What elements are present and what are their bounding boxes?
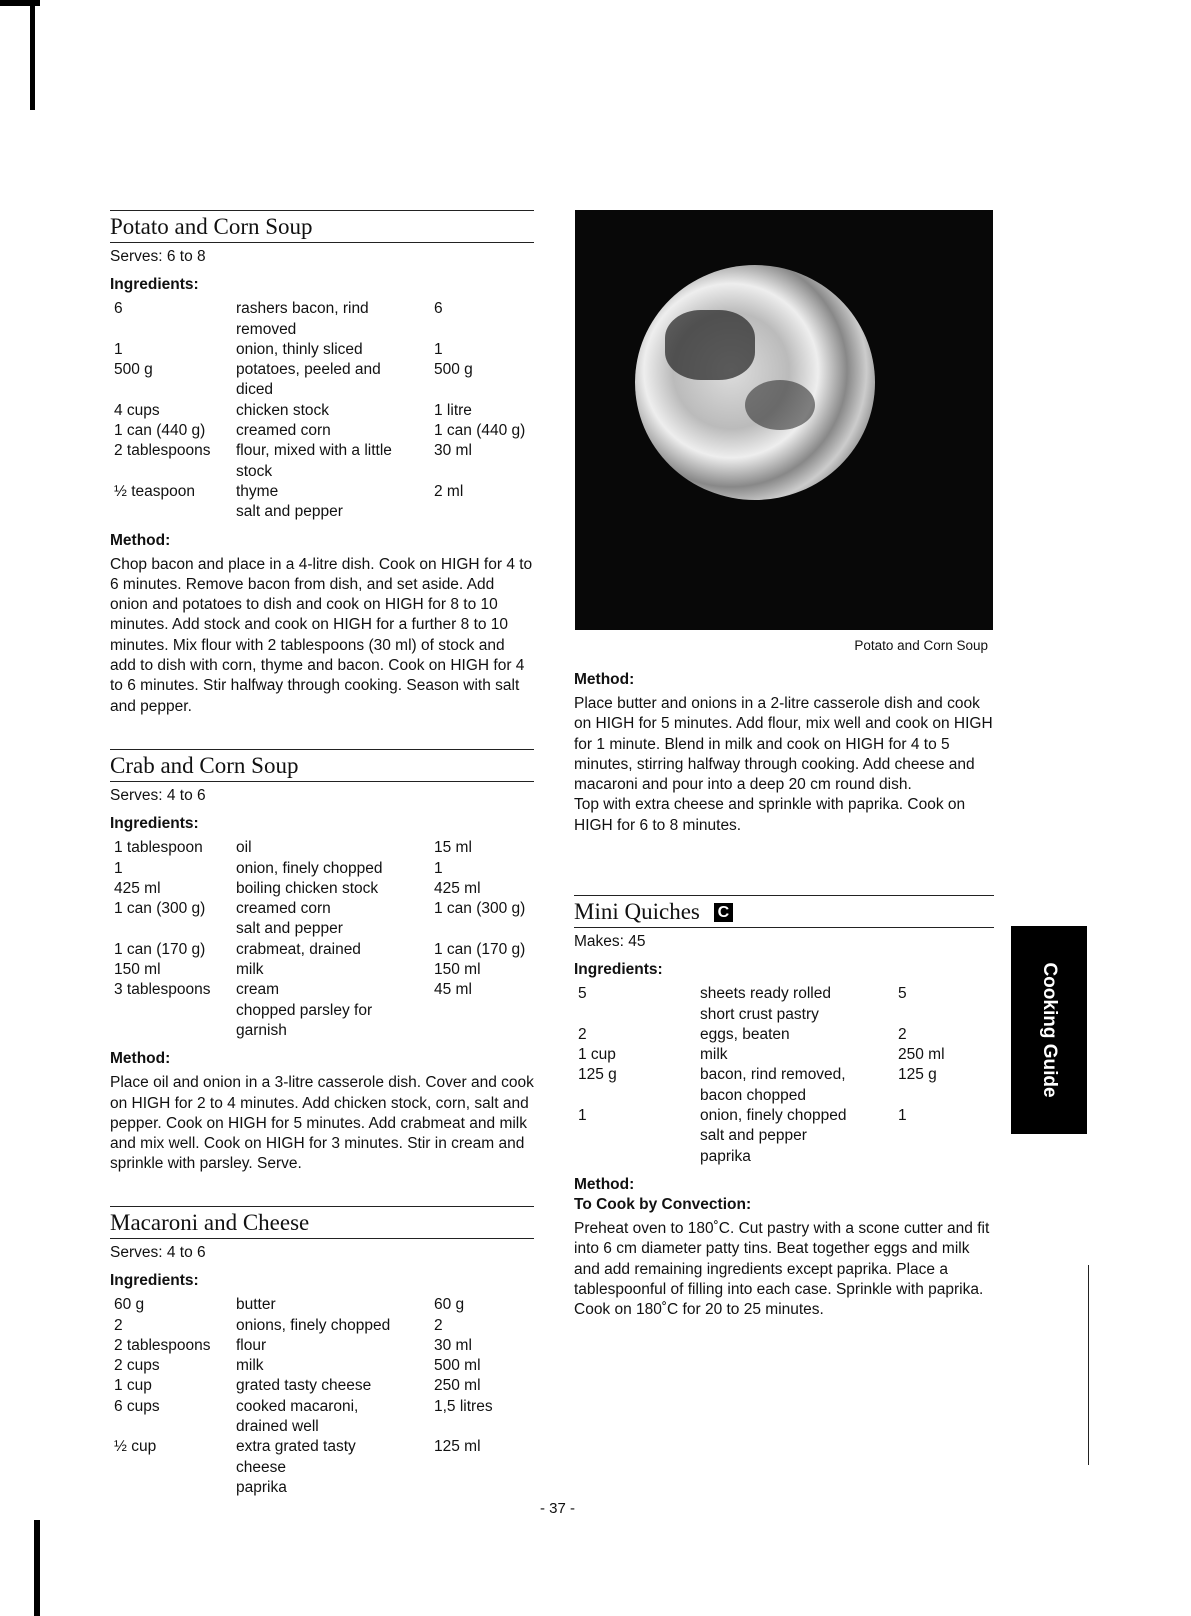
ingredient-row [574,1045,994,1065]
ingredient-quantity: 2 tablespoons [114,442,211,460]
side-tab-cooking-guide [1011,926,1087,1134]
binding-edge [34,1520,40,1616]
ingredient-quantity: 1 can (170 g) [114,940,206,958]
method-label: Method: [110,531,171,549]
ingredient-name: milk [700,1046,728,1064]
ingredient-quantity: ½ cup [114,1438,157,1456]
recipe-title: Potato and Corn Soup [110,210,534,243]
ingredient-metric: 125 ml [434,1438,481,1456]
ingredient-row [110,421,534,441]
ingredient-quantity: 2 [114,1316,123,1334]
ingredient-metric: 150 ml [434,961,481,979]
ingredient-name: creamed corn [236,422,331,440]
ingredient-name: bacon chopped [700,1086,807,1104]
macaroni-method [574,670,994,836]
ingredient-name: creamed corn [236,900,331,918]
ingredient-row [110,940,534,960]
ingredient-row [110,360,534,380]
ingredient-quantity: 1 cup [578,1046,616,1064]
ingredient-metric: 2 ml [434,482,464,500]
ingredient-quantity [110,320,236,340]
ingredient-row [110,859,534,879]
ingredient-metric: 6 [434,300,443,318]
serves: Serves: 4 to 6 [110,787,206,804]
ingredient-metric: 1 can (170 g) [434,940,526,958]
ingredient-metric [434,1021,534,1041]
ingredient-metric: 250 ml [434,1377,481,1395]
ingredient-name: paprika [236,1478,287,1496]
ingredient-quantity: 1 can (300 g) [114,900,206,918]
ingredient-row [110,441,534,461]
ingredient-row [110,1478,534,1498]
ingredient-name: garnish [236,1021,287,1039]
method-label: Method: [574,671,635,688]
ingredient-name: salt and pepper [700,1127,807,1145]
ingredient-name: chicken stock [236,401,330,419]
ingredient-quantity: 5 [578,985,587,1003]
ingredient-row [574,1025,994,1045]
ingredient-row [110,1001,534,1021]
ingredient-metric: 30 ml [434,442,472,460]
ingredient-name: salt and pepper [236,920,343,938]
side-tab-label: Cooking Guide [1039,962,1060,1098]
ingredient-metric: 1 litre [434,401,472,419]
ingredient-metric: 1 can (440 g) [434,422,526,440]
ingredient-name: sheets ready rolled [700,985,831,1003]
ingredient-metric [434,380,534,400]
ingredient-row [574,1005,994,1025]
ingredient-name: crabmeat, drained [236,940,361,958]
photo-shadow [745,380,815,430]
recipe-title-text: Mini Quiches [574,899,700,924]
ingredient-row [110,980,534,1000]
ingredients-list [574,984,994,1167]
ingredient-quantity: 60 g [114,1296,145,1314]
ingredient-row [110,1417,534,1437]
ingredient-name: onion, finely chopped [236,859,383,877]
photo-shadow [665,310,755,380]
photo-caption: Potato and Corn Soup [854,638,988,653]
ingredients-label: Ingredients: [574,961,663,979]
ingredient-quantity [110,1478,236,1498]
ingredient-row [110,1316,534,1336]
ingredient-quantity [110,919,236,939]
ingredient-metric [898,1126,994,1146]
ingredient-name: cheese [236,1458,286,1476]
ingredient-name: salt and pepper [236,503,343,521]
ingredient-metric [434,1001,534,1021]
ingredient-metric: 500 g [434,361,473,379]
ingredient-quantity: 1 [114,859,123,877]
ingredient-metric [898,1147,994,1167]
ingredient-metric [898,1086,994,1106]
ingredient-quantity: 1 [114,340,123,358]
soup-bowl-image [635,265,875,500]
ingredient-name: bacon, rind removed, [700,1066,846,1084]
ingredient-quantity [574,1005,700,1025]
ingredient-name: milk [236,1357,264,1375]
ingredient-name: stock [236,462,273,480]
recipe-title [574,895,994,928]
recipe-mini-quiches [574,895,994,1320]
ingredient-metric: 1 [434,340,443,358]
method-text: Chop bacon and place in a 4-litre dish. Cook on HIGH for 4 to 6 minutes. Remove bacon from dish, and set aside. Add onion and potatoes to dish and cook on HIGH for 8 to 10 minutes. Add stock and cook on HIGH for a further 8 to 10 minutes. Mix flour with 2 tablespoons (30 ml) of stock and add to dish with corn, thyme and bacon. Cook on HIGH for 4 to 6 minutes. Stir halfway through cooking. Season with salt and pepper. [110,555,533,715]
ingredient-name: eggs, beaten [700,1025,790,1043]
ingredient-row [110,1336,534,1356]
ingredient-name: potatoes, peeled and [236,361,381,379]
ingredient-row [110,1397,534,1417]
ingredient-metric: 425 ml [434,879,481,897]
ingredient-row [110,462,534,482]
ingredient-quantity: 2 cups [114,1357,160,1375]
ingredient-metric [434,919,534,939]
ingredient-row [574,984,994,1004]
method-text-2: Top with extra cheese and sprinkle with paprika. Cook on HIGH for 6 to 8 minutes. [574,796,966,834]
ingredient-row [574,1147,994,1167]
ingredient-name: flour [236,1336,267,1354]
ingredient-row [574,1086,994,1106]
page-number: - 37 - [540,1500,576,1517]
soup-photo [575,210,993,630]
ingredient-quantity [110,502,236,522]
ingredient-row [110,879,534,899]
ingredient-quantity: 1 tablespoon [114,839,203,857]
recipe-potato-corn-soup [110,210,534,717]
ingredients-list [110,299,534,522]
ingredient-row [574,1065,994,1085]
ingredient-name: cooked macaroni, [236,1397,359,1415]
ingredients-list [110,1295,534,1498]
ingredient-metric: 250 ml [898,1046,945,1064]
ingredient-quantity: 425 ml [114,879,161,897]
ingredient-quantity [574,1147,700,1167]
ingredient-quantity: 6 [114,300,123,318]
ingredient-row [110,299,534,319]
ingredient-name: rashers bacon, rind [236,300,369,318]
ingredient-metric: 30 ml [434,1336,472,1354]
ingredient-quantity: 2 tablespoons [114,1336,211,1354]
ingredient-quantity: 1 [578,1107,587,1125]
ingredient-row [110,899,534,919]
ingredient-quantity: 500 g [114,361,153,379]
ingredient-metric [434,462,534,482]
ingredient-metric: 500 ml [434,1357,481,1375]
binding-edge [30,0,35,110]
ingredient-name: chopped parsley for [236,1001,373,1019]
margin-line [1088,1265,1089,1465]
serves: Serves: 6 to 8 [110,248,206,265]
ingredient-quantity: 1 cup [114,1377,152,1395]
ingredient-metric: 1 [898,1107,907,1125]
method-subheading: To Cook by Convection: [574,1195,752,1213]
recipe-macaroni-cheese [110,1206,534,1498]
ingredient-quantity [110,1001,236,1021]
ingredient-quantity: 2 [578,1025,587,1043]
ingredient-name: onion, finely chopped [700,1107,847,1125]
ingredient-metric [434,1417,534,1437]
ingredients-label: Ingredients: [110,815,199,833]
method-text: Preheat oven to 180˚C. Cut pastry with a scone cutter and fit into 6 cm diameter patty tins. Beat together eggs and milk and add remaining ingredients except paprika. Place a tablespoonful of filling into each case. Sprinkle with paprika. Cook on 180˚C for 20 to 25 minutes. [574,1219,990,1319]
ingredient-quantity: 3 tablespoons [114,981,211,999]
recipe-title: Macaroni and Cheese [110,1206,534,1239]
ingredient-name: grated tasty cheese [236,1377,372,1395]
ingredient-name: onions, finely chopped [236,1316,391,1334]
ingredient-metric: 125 g [898,1066,937,1084]
ingredient-quantity [110,380,236,400]
ingredients-list [110,838,534,1041]
recipe-crab-corn-soup [110,749,534,1175]
ingredient-name: onion, thinly sliced [236,340,363,358]
ingredient-metric [434,320,534,340]
ingredient-name: butter [236,1296,276,1314]
method-label: Method: [574,1175,635,1193]
ingredient-quantity [574,1086,700,1106]
ingredient-quantity: 6 cups [114,1397,160,1415]
ingredient-row [110,380,534,400]
ingredient-metric: 2 [434,1316,443,1334]
ingredient-metric: 45 ml [434,981,472,999]
ingredient-name: cream [236,981,280,999]
ingredient-quantity [110,1417,236,1437]
ingredient-name: thyme [236,482,279,500]
ingredient-metric: 60 g [434,1296,465,1314]
ingredient-metric [434,1478,534,1498]
ingredient-metric: 15 ml [434,839,472,857]
ingredient-quantity: 4 cups [114,401,160,419]
ingredient-row [574,1106,994,1126]
ingredient-metric: 1 [434,859,443,877]
ingredient-metric [434,1458,534,1478]
ingredient-row [110,919,534,939]
ingredient-name: paprika [700,1147,751,1165]
ingredient-row [110,1295,534,1315]
recipe-title: Crab and Corn Soup [110,749,534,782]
method-text: Place oil and onion in a 3-litre casserole dish. Cover and cook on HIGH for 2 to 4 minutes. Add chicken stock, corn, salt and pepper. Cook on HIGH for 5 minutes. Add crabmeat and milk and mix well. Cook on HIGH for 3 minutes. Stir in cream and sprinkle with parsley. Serve. [110,1074,534,1173]
ingredient-row [110,1021,534,1041]
ingredient-row [110,320,534,340]
ingredients-label: Ingredients: [110,276,199,294]
ingredient-row [110,502,534,522]
ingredient-metric [434,502,534,522]
ingredient-name: diced [236,381,274,399]
convection-badge-icon: C [714,903,733,922]
ingredient-row [574,1126,994,1146]
ingredient-row [110,1356,534,1376]
ingredient-quantity [110,1021,236,1041]
ingredient-row [110,838,534,858]
ingredient-row [110,1458,534,1478]
ingredients-label: Ingredients: [110,1272,199,1290]
ingredient-quantity: 125 g [578,1066,617,1084]
ingredient-metric: 1 can (300 g) [434,900,526,918]
ingredient-name: boiling chicken stock [236,879,379,897]
ingredient-quantity [110,462,236,482]
ingredient-row [110,1437,534,1457]
serves: Serves: 4 to 6 [110,1244,206,1261]
method-label: Method: [110,1050,171,1068]
ingredient-name: oil [236,839,252,857]
method-text: Place butter and onions in a 2-litre casserole dish and cook on HIGH for 5 minutes. Add flour, mix well and cook on HIGH for 1 minute. Blend in milk and cook on HIGH for 4 to 5 minutes, stirring halfway through cooking. Add cheese and macaroni and pour into a deep 20 cm round dish. [574,695,993,794]
ingredient-row [110,401,534,421]
ingredient-quantity [574,1126,700,1146]
ingredient-row [110,1376,534,1396]
ingredient-quantity: 1 can (440 g) [114,422,206,440]
ingredient-row [110,340,534,360]
ingredient-name: milk [236,961,264,979]
ingredient-quantity: ½ teaspoon [114,482,196,500]
ingredient-name: extra grated tasty [236,1438,356,1456]
ingredient-metric: 2 [898,1025,907,1043]
ingredient-name: short crust pastry [700,1005,819,1023]
ingredient-quantity [110,1458,236,1478]
ingredient-name: flour, mixed with a little [236,442,392,460]
ingredient-metric [898,1005,994,1025]
ingredient-quantity: 150 ml [114,961,161,979]
ingredient-row [110,960,534,980]
makes: Makes: 45 [574,933,646,950]
ingredient-name: removed [236,320,297,338]
ingredient-metric: 1,5 litres [434,1397,493,1415]
ingredient-name: drained well [236,1418,319,1436]
ingredient-metric: 5 [898,985,907,1003]
ingredient-row [110,482,534,502]
